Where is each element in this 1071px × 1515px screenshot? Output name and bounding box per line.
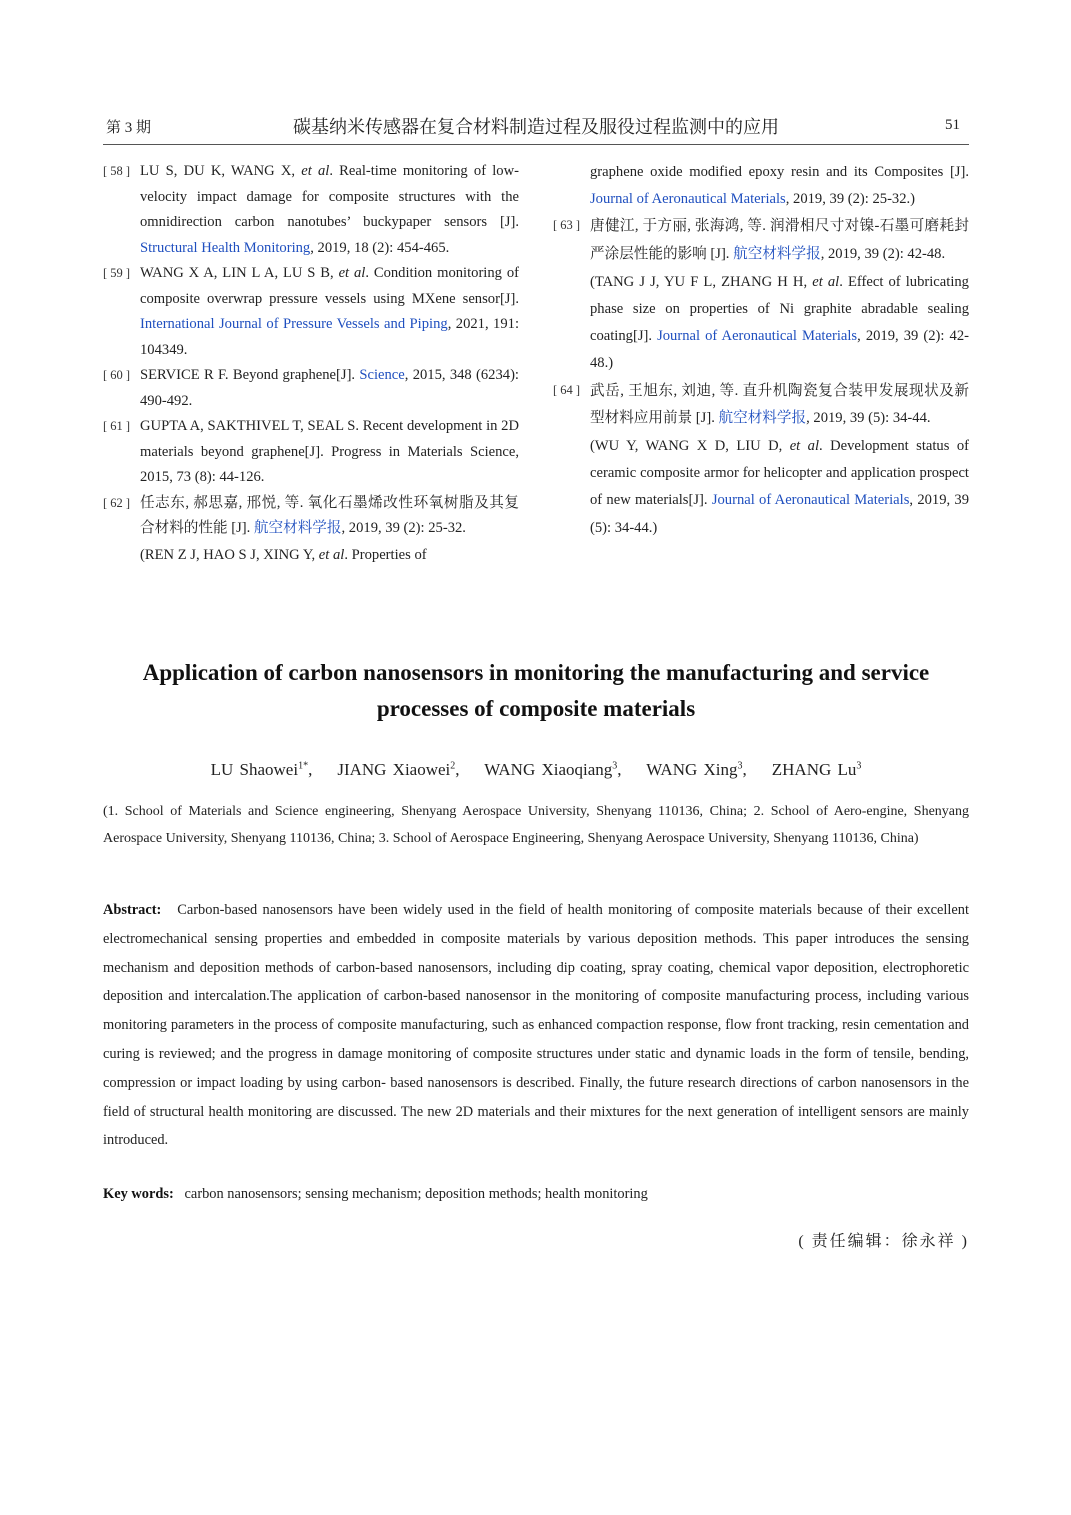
reference-authors: SERVICE R F. Beyond graphene[J]. bbox=[140, 367, 360, 383]
reference-etal: et al bbox=[318, 546, 345, 563]
author-name: WANG Xiaoqiang bbox=[484, 760, 613, 779]
abstract-text: Carbon-based nanosensors have been widely used in the field of health monitoring of composite materials because of their excellent electromechanical sensing properties and embedded in composite materials by various deposition methods. This paper introduces the sensing mechanism and deposition methods of carbon-based nanosensors, including dip coating, spray coating, chemical vapor deposition, electrophoretic deposition and intercalation.The application of carbon-based nanosensor in the monitoring of composite manufacturing process, including various monitoring parameters in the process of composite manufacturing, such as enhanced compaction response, flow front tracking, resin cementation and curing is reviewed; and the progress in damage monitoring of composite structures under static and dynamic loads in the form of tensile, bending, compression or impact loading by using carbon- based nanosensors is described. Finally, the future research directions of carbon nanosensors in the field of structural health monitoring are discussed. The new 2D materials and their mixtures for the next generation of intelligent sensors are mainly introduced. bbox=[103, 902, 969, 1149]
reference-text bbox=[140, 414, 519, 491]
author-name: WANG Xing bbox=[646, 760, 738, 779]
reference-text bbox=[140, 261, 519, 363]
author-name: LU Shaowei bbox=[210, 760, 299, 779]
reference-details: , 2019, 39 (5): 34-44.) bbox=[590, 492, 970, 536]
reference-number: [ 64 ] bbox=[553, 382, 581, 397]
reference-authors: GUPTA A, SAKTHIVEL T, SEAL S. Recent development in 2D materials beyond graphene[J]. Progress in Materials Science, 2015, 73 (8): 44-126. bbox=[140, 418, 519, 485]
author-affiliation-mark: 3 bbox=[612, 760, 618, 772]
issue-number: 第 3 期 bbox=[106, 120, 152, 136]
page-header bbox=[103, 112, 969, 142]
reference-authors: (REN Z J, HAO S J, XING Y, bbox=[140, 546, 319, 563]
reference-item bbox=[553, 378, 969, 542]
reference-authors: (WU Y, WANG X D, LIU D, bbox=[590, 438, 790, 455]
reference-translation bbox=[140, 543, 519, 569]
author-name: JIANG Xiaowei bbox=[337, 760, 451, 779]
reference-authors: (TANG J J, YU F L, ZHANG H H, bbox=[590, 273, 813, 290]
reference-details: , 2019, 39 (2): 25-32. bbox=[341, 520, 466, 536]
reference-item bbox=[103, 159, 519, 261]
references-right-column bbox=[553, 159, 969, 542]
author-affiliation-mark: 2 bbox=[450, 760, 456, 772]
reference-details: . Properties of bbox=[344, 546, 427, 563]
reference-translation bbox=[590, 269, 969, 378]
abstract bbox=[103, 896, 969, 1155]
reference-text bbox=[140, 363, 519, 414]
reference-authors: graphene oxide modified epoxy resin and its Composites [J]. bbox=[590, 164, 969, 180]
reference-journal-link[interactable]: Science bbox=[359, 367, 405, 383]
reference-journal-link[interactable]: International Journal of Pressure Vessels and Piping bbox=[140, 316, 448, 332]
reference-authors: 武岳, 王旭东, 刘迪, 等. 直升机陶瓷复合装甲发展现状及新型材料应用前景 [J]. bbox=[590, 382, 969, 426]
reference-text bbox=[590, 159, 969, 213]
reference-title: . Condition monitoring of composite overwrap pressure vessels using MXene sensor[J]. bbox=[140, 265, 519, 307]
page-number: 51 bbox=[945, 117, 960, 133]
reference-item bbox=[103, 261, 519, 363]
keywords bbox=[103, 1186, 969, 1203]
reference-item bbox=[103, 363, 519, 414]
paper-title: Application of carbon nanosensors in monitoring the manufacturing and service processes of composite materials bbox=[142, 660, 930, 721]
reference-etal: et al bbox=[338, 265, 366, 281]
reference-details: , 2019, 39 (2): 42-48. bbox=[820, 245, 946, 262]
reference-details: , 2019, 18 (2): 454-465. bbox=[310, 239, 450, 256]
reference-title: . Development status of ceramic composite armor for helicopter and application prospect of new materials[J]. bbox=[590, 438, 969, 509]
reference-text bbox=[590, 213, 969, 267]
running-title: 碳基纳米传感器在复合材料制造过程及服役过程监测中的应用 bbox=[293, 117, 779, 137]
reference-etal: et al bbox=[301, 163, 330, 179]
reference-number: [ 59 ] bbox=[103, 266, 131, 280]
reference-etal: et al bbox=[812, 273, 840, 290]
reference-number: [ 61 ] bbox=[103, 419, 131, 433]
author-affiliation-mark: 1* bbox=[298, 760, 309, 772]
reference-journal-link[interactable]: Journal of Aeronautical Materials bbox=[590, 191, 786, 208]
reference-details: , 2019, 39 (2): 25-32.) bbox=[785, 191, 916, 208]
reference-item bbox=[103, 491, 519, 569]
header-rule bbox=[103, 144, 969, 145]
abstract-label: Abstract: bbox=[103, 902, 162, 918]
author-name: ZHANG Lu bbox=[771, 760, 857, 779]
author-affiliation-mark: 3 bbox=[856, 760, 862, 772]
reference-item bbox=[103, 414, 519, 491]
reference-authors: LU S, DU K, WANG X, bbox=[140, 163, 302, 179]
author bbox=[211, 760, 308, 779]
reference-authors: 唐健江, 于方丽, 张海鸿, 等. 润滑相尺寸对镍-石墨可磨耗封严涂层性能的影响 [J]. bbox=[590, 218, 969, 262]
reference-translation bbox=[590, 433, 969, 542]
references-left-column bbox=[103, 159, 519, 568]
reference-text bbox=[140, 491, 519, 542]
reference-authors: 任志东, 郝思嘉, 邢悦, 等. 氧化石墨烯改性环氧树脂及其复合材料的性能 [J]. bbox=[140, 494, 519, 536]
reference-details: , 2021, 191: 104349. bbox=[140, 316, 520, 358]
reference-authors: WANG X A, LIN L A, LU S B, bbox=[140, 265, 339, 281]
reference-title: . Real-time monitoring of low-velocity impact damage for composite structures with the omnidirection carbon nanotubes’ buckypaper sensors [J]. bbox=[140, 163, 519, 230]
author bbox=[484, 760, 617, 779]
editor-note: ( 责任编辑：徐永祥 ) bbox=[798, 1233, 969, 1250]
author-affiliation-mark: 3 bbox=[737, 760, 743, 772]
reference-text bbox=[140, 159, 519, 261]
reference-journal-link[interactable]: Journal of Aeronautical Materials bbox=[711, 492, 910, 509]
reference-journal-link[interactable]: Journal of Aeronautical Materials bbox=[657, 328, 858, 345]
author bbox=[646, 760, 742, 779]
keywords-text: carbon nanosensors; sensing mechanism; deposition methods; health monitoring bbox=[184, 1186, 648, 1202]
reference-item bbox=[553, 213, 969, 377]
reference-details: , 2015, 348 (6234): 490-492. bbox=[140, 367, 519, 409]
reference-title: . Effect of lubricating phase size on properties of Ni graphite abradable sealing coating[J]. bbox=[590, 273, 969, 345]
reference-number: [ 63 ] bbox=[553, 218, 581, 233]
author bbox=[772, 760, 862, 779]
keywords-label: Key words: bbox=[103, 1186, 174, 1202]
reference-journal-link[interactable]: 航空材料学报 bbox=[733, 245, 821, 262]
affiliations: (1. School of Materials and Science engineering, Shenyang Aerospace University, Shenyang 110136, China; 2. School of Aero-engine, Shenyang Aerospace University, Shenyang 110136, China; 3. School of Aerospace Engineering, Shenyang Aerospace University, Shenyang 110136, China) bbox=[103, 804, 969, 846]
reference-journal-link[interactable]: 航空材料学报 bbox=[253, 520, 342, 536]
author bbox=[337, 760, 455, 779]
reference-number: [ 62 ] bbox=[103, 495, 131, 510]
reference-etal: et al bbox=[789, 438, 820, 455]
reference-number: [ 58 ] bbox=[103, 164, 131, 178]
author-list: LU Shaowei$^{1*}$, JIANG Xiaowei$^2$, WANG Xiaoqiang$^3$, WANG Xing$^3$, ZHANG Lu$^3$ bbox=[210, 760, 862, 779]
reference-details: , 2019, 39 (2): 42-48.) bbox=[590, 328, 969, 372]
reference-text bbox=[590, 378, 969, 432]
reference-details: , 2019, 39 (5): 34-44. bbox=[806, 409, 931, 426]
reference-journal-link[interactable]: 航空材料学报 bbox=[718, 409, 807, 426]
reference-item bbox=[553, 159, 969, 213]
reference-number: [ 60 ] bbox=[103, 368, 131, 382]
reference-journal-link[interactable]: Structural Health Monitoring bbox=[140, 239, 311, 256]
